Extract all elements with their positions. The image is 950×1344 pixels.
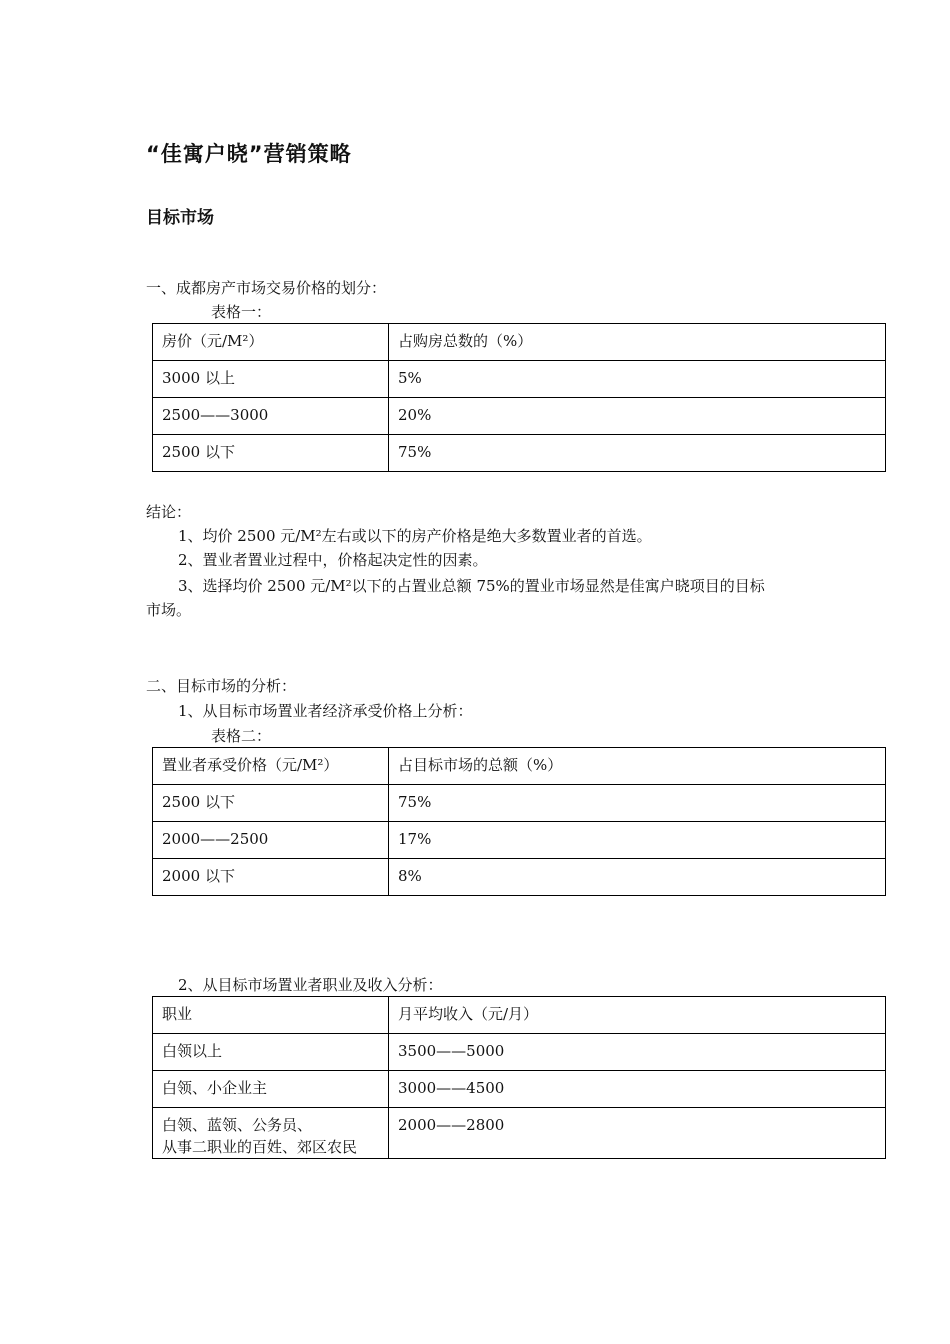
- cell-line: 白领、蓝领、公务员、: [162, 1116, 313, 1134]
- table-header-cell: 月平均收入（元/月）: [389, 997, 886, 1034]
- table-cell: [153, 1108, 389, 1159]
- table-row: [153, 1108, 886, 1159]
- table-cell: 17%: [389, 822, 886, 859]
- table-cell: 3000——4500: [389, 1071, 886, 1108]
- table-row: [153, 859, 886, 896]
- section-heading: 目标市场: [146, 208, 214, 228]
- table-header-cell: 职业: [153, 997, 389, 1034]
- conclusion-item: 市场。: [146, 601, 192, 619]
- table-cell: 白领、小企业主: [153, 1071, 389, 1108]
- table-cell: 3500——5000: [389, 1034, 886, 1071]
- table-cell: 2000——2800: [389, 1108, 886, 1159]
- table-row: [153, 398, 886, 435]
- table-cell: 20%: [389, 398, 886, 435]
- table-row: [153, 1071, 886, 1108]
- table-header-row: [153, 324, 886, 361]
- part2-heading: 二、目标市场的分析：: [146, 677, 297, 695]
- conclusion-item: 1、均价 2500 元/M²左右或以下的房产价格是绝大多数置业者的首选。: [178, 527, 652, 545]
- table1-caption: 表格一：: [211, 303, 272, 321]
- table-header-cell: 占购房总数的（%）: [389, 324, 886, 361]
- cell-line: 从事二职业的百姓、郊区农民: [162, 1138, 358, 1156]
- part2-sub1: 1、从目标市场置业者经济承受价格上分析：: [178, 702, 473, 720]
- table-row: [153, 822, 886, 859]
- table-row: [153, 785, 886, 822]
- table-cell: 2500 以下: [153, 435, 389, 472]
- table-cell: 2000 以下: [153, 859, 389, 896]
- table-cell: 75%: [389, 785, 886, 822]
- table-header-row: [153, 748, 886, 785]
- table-cell: 8%: [389, 859, 886, 896]
- table-cell: 5%: [389, 361, 886, 398]
- table-cell: 2500——3000: [153, 398, 389, 435]
- table-cell: 2000——2500: [153, 822, 389, 859]
- table-header-cell: 房价（元/M²）: [153, 324, 389, 361]
- table-header-cell: 占目标市场的总额（%）: [389, 748, 886, 785]
- part2-sub2: 2、从目标市场置业者职业及收入分析：: [178, 976, 443, 994]
- conclusion-item: 3、选择均价 2500 元/M²以下的占置业总额 75%的置业市场显然是佳寓户晓项目的目标: [178, 577, 765, 595]
- table-cell: 75%: [389, 435, 886, 472]
- table-cell: 白领以上: [153, 1034, 389, 1071]
- table-header-row: [153, 997, 886, 1034]
- occupation-income-table: [152, 996, 886, 1159]
- price-distribution-table: [152, 323, 886, 472]
- table-cell: 3000 以上: [153, 361, 389, 398]
- conclusion-item: 2、置业者置业过程中，价格起决定性的因素。: [178, 551, 488, 569]
- table-header-cell: 置业者承受价格（元/M²）: [153, 748, 389, 785]
- part1-heading: 一、成都房产市场交易价格的划分：: [146, 279, 387, 297]
- table-row: [153, 1034, 886, 1071]
- conclusion-label: 结论：: [146, 503, 192, 521]
- table-row: [153, 361, 886, 398]
- table-cell: 2500 以下: [153, 785, 389, 822]
- table-row: [153, 435, 886, 472]
- table2-caption: 表格二：: [211, 727, 272, 745]
- affordability-table: [152, 747, 886, 896]
- page-title: “佳寓户晓”营销策略: [146, 142, 352, 166]
